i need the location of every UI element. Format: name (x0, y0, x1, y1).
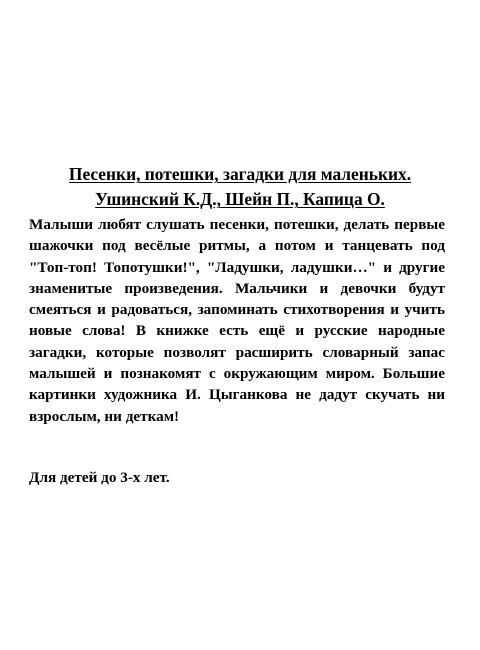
title-line-book-name: Песенки, потешки, загадки для маленьких. (68, 164, 412, 184)
age-note: Для детей до 3-х лет. (29, 469, 170, 486)
book-description: Малыши любят слушать песенки, потешки, делать первые шажочки под весёлые ритмы, а потом и танцевать под "Топ-топ! Топотушки!", "Ладушки, ладушки…" и другие знаменитые произведения. Мальчики и девочки будут смеяться и радоваться, запоминать стихотворения и учить новые слова! В книжке есть ещё и русские народные загадки, которые позволят расширить словарный запас малышей и познакомят с окружающим миром. Большие картинки художника И. Цыганкова не дадут скучать ни взрослым, ни деткам! (29, 216, 445, 425)
book-title (0, 162, 480, 212)
title-line-authors: Ушинский К.Д., Шейн П., Капица О. (95, 189, 385, 209)
